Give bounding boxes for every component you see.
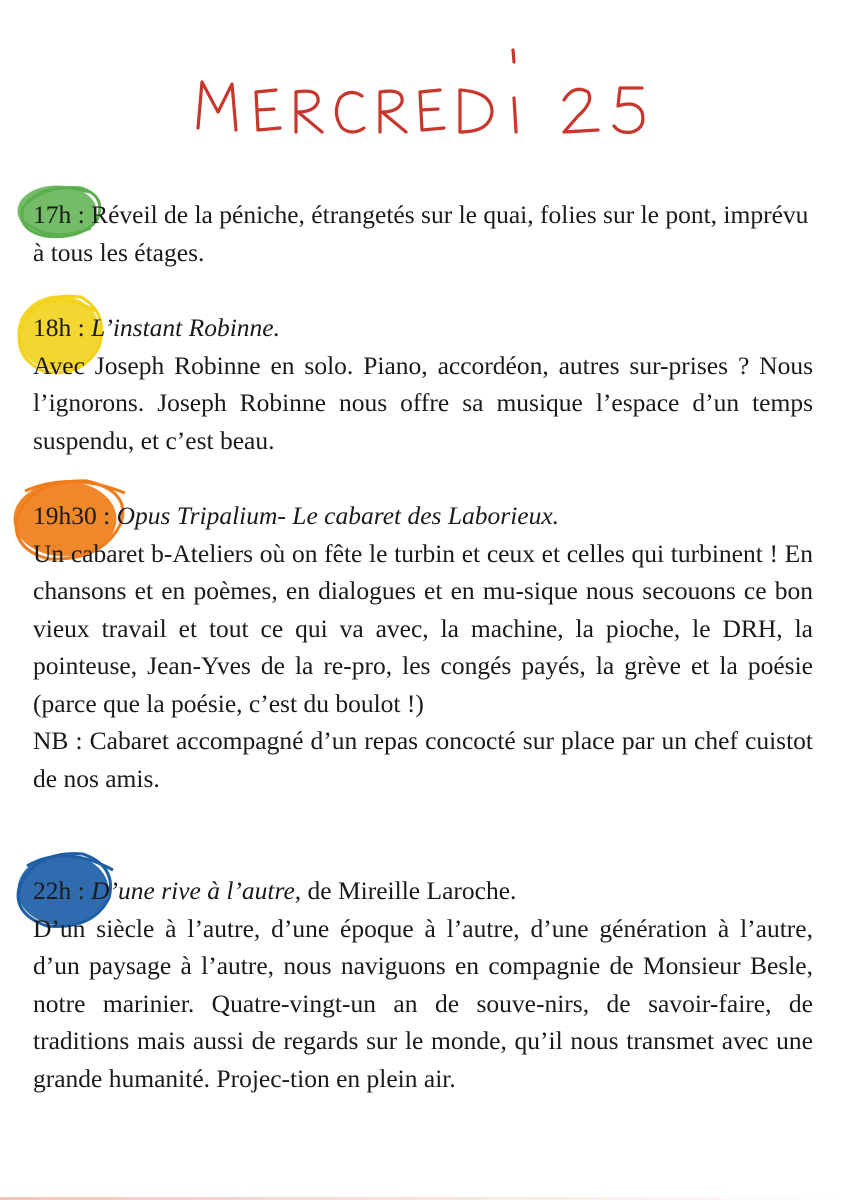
event-heading: 22h : D’une rive à l’autre, de Mireille Laroche. [33,876,517,905]
event-title: Opus Tripalium- Le cabaret des Laborieux. [116,501,560,530]
event-17h [33,196,813,271]
event-22h [33,872,813,1097]
event-title: D’une rive à l’autre, [91,876,302,905]
event-time: 19h30 [33,501,97,530]
event-description: D’un siècle à l’autre, d’une époque à l’autre, d’une génération à l’autre, d’un paysage à l’autre, nous naviguons en compagnie de Monsieur Besle, notre marinier. Quatre-vingt-un an de souve-nirs, de savoir-faire, de traditions mais aussi de regards sur le monde, qu’il nous transmet avec une grande humanité. Projec-tion en plein air. [33,913,813,1093]
event-description: Un cabaret b-Ateliers où on fête le turbin et ceux et celles qui turbinent ! En chansons et en poèmes, en dialogues et en mu-sique nous secouons ce bon vieux travail et tout ce qui va avec, la machine, la pioche, le DRH, la pointeuse, Jean-Yves de la re-pro, les congés payés, la grève et la poésie (parce que la poésie, c’est du boulot !) [33,538,813,718]
event-description: Avec Joseph Robinne en solo. Piano, accordéon, autres sur-prises ? Nous l’ignorons. Joseph Robinne nous offre sa musique l’espace d’un temps suspendu, et c’est beau. [33,350,813,455]
event-author: de Mireille Laroche. [301,876,517,905]
event-heading: 19h30 : Opus Tripalium- Le cabaret des Laborieux. [33,501,560,530]
event-18h [33,309,813,459]
event-19h30 [33,497,813,797]
event-title: L’instant Robinne. [91,313,280,342]
event-time: 18h [33,313,72,342]
event-description: Réveil de la péniche, étrangetés sur le quai, folies sur le pont, imprévu à tous les étages. [33,200,809,267]
event-note: NB : Cabaret accompagné d’un repas concocté sur place par un chef cuistot de nos amis. [33,726,813,793]
event-heading: 18h : L’instant Robinne. [33,313,280,342]
event-time: 17h [33,200,72,229]
event-text: 17h : Réveil de la péniche, étrangetés sur le quai, folies sur le pont, imprévu à tous les étages. [33,200,809,267]
page-title [180,40,660,145]
event-time: 22h [33,876,72,905]
